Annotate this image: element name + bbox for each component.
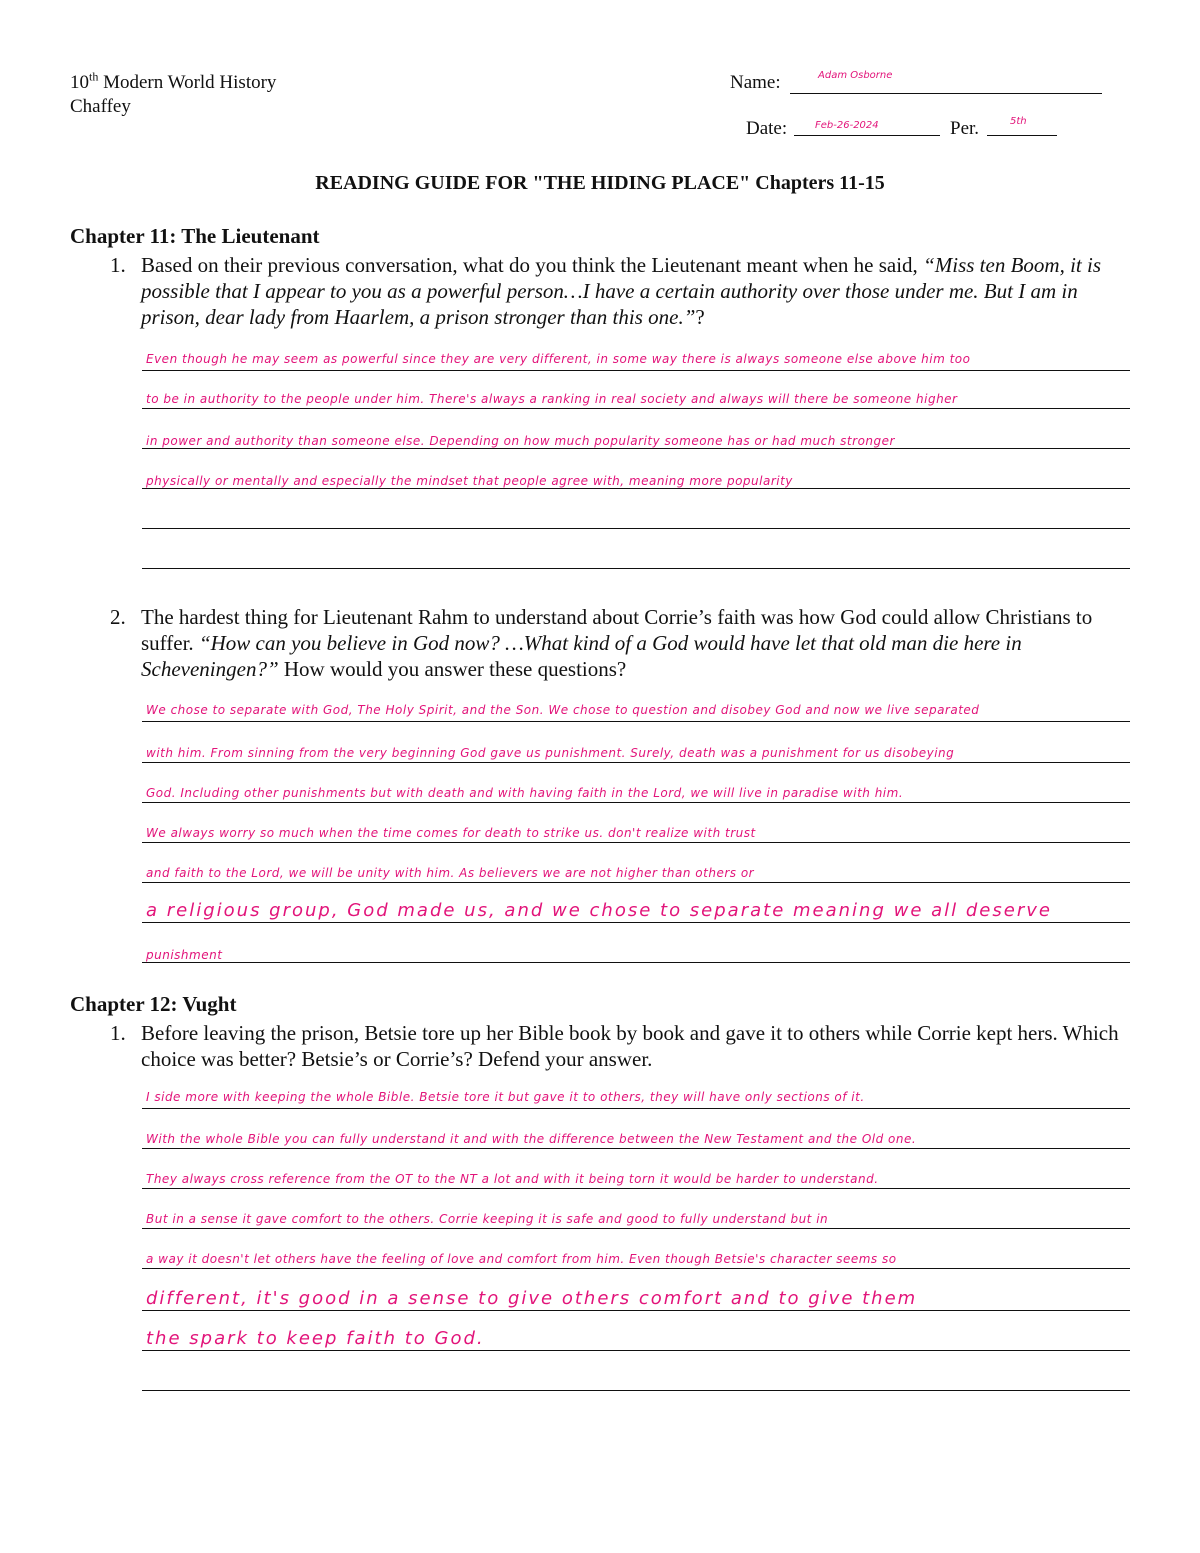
period-field-line [987,135,1057,136]
handwritten-answer: a way it doesn't let others have the feeling of love and comfort from him. Even though Betsie's character seems so [146,1252,897,1266]
handwritten-answer: God. Including other punishments but with death and with having faith in the Lord, we will live in paradise with him. [146,786,904,800]
answer-line [142,882,1130,883]
answer-line [142,842,1130,843]
answer-line [142,962,1130,963]
answer-line [142,448,1130,449]
question-number: 1. [110,253,126,277]
period-label: Per. [950,118,980,139]
handwritten-answer: different, it's good in a sense to give others comfort and to give them [146,1288,918,1309]
answer-line [142,1108,1130,1109]
question-12-1: Before leaving the prison, Betsie tore up her Bible book by book and gave it to others while Corrie kept hers. Which choice was better? Betsie’s or Corrie’s? Defend your answer. [141,1021,1119,1071]
answer-line [142,762,1130,763]
chapter-11-heading: Chapter 11: The Lieutenant [70,224,320,248]
handwritten-answer: With the whole Bible you can fully understand it and with the difference between the New Testament and the Old one. [146,1132,917,1146]
answer-line [142,1148,1130,1149]
answer-line [142,1228,1130,1229]
answer-line [142,408,1130,409]
answer-line [142,488,1130,489]
period-handwritten: 5th [1010,116,1027,127]
course-name: Modern World History [98,72,277,93]
handwritten-answer: the spark to keep faith to God. [146,1328,485,1349]
answer-line [142,568,1130,569]
handwritten-answer: But in a sense it gave comfort to the others. Corrie keeping it is safe and good to fully understand but in [146,1212,829,1226]
question-text: The hardest thing for Lieutenant Rahm to understand about Corrie’s faith was how God could allow Christians to suffer. [141,605,1093,655]
handwritten-answer: They always cross reference from the OT to the NT a lot and with it being torn it would be harder to understand. [146,1172,879,1186]
answer-line [142,1350,1130,1351]
handwritten-answer: to be in authority to the people under him. There's always a ranking in real society and always will there be someone higher [146,392,958,406]
name-handwritten: Adam Osborne [818,70,893,81]
chapter-12-heading: Chapter 12: Vught [70,992,237,1016]
course-title [70,69,277,94]
handwritten-answer: and faith to the Lord, we will be unity with him. As believers we are not higher than others or [146,866,755,880]
name-label: Name: [730,72,781,93]
answer-line [142,1188,1130,1189]
answer-line [142,802,1130,803]
question-text-end: ? [695,305,705,329]
answer-line [142,1268,1130,1269]
answer-line [142,528,1130,529]
course-number: 10 [70,72,89,93]
answer-line [142,922,1130,923]
answer-line [142,1390,1130,1391]
handwritten-answer: physically or mentally and especially the mindset that people agree with, meaning more popularity [146,474,793,488]
answer-line [142,1310,1130,1311]
date-label: Date: [746,118,788,139]
course-number-suffix: th [89,69,99,84]
question-number: 1. [110,1021,126,1045]
teacher-name: Chaffey [70,96,131,117]
handwritten-answer: punishment [146,948,223,962]
handwritten-answer: I side more with keeping the whole Bible. Betsie tore it but gave it to others, they will have only sections of it. [146,1090,865,1104]
handwritten-answer: in power and authority than someone else. Depending on how much popularity someone has or had much stronger [146,434,895,448]
question-11-1 [141,252,1131,330]
handwritten-answer: a religious group, God made us, and we chose to separate meaning we all deserve [146,900,1052,921]
answer-line [142,370,1130,371]
question-quote: “How can you believe in God now? …What kind of a God would have let that old man die here in Scheveningen?” [141,631,1022,681]
handwritten-answer: We always worry so much when the time comes for death to strike us. don't realize with trust [146,826,756,840]
date-field-line [794,135,940,136]
handwritten-answer: We chose to separate with God, The Holy Spirit, and the Son. We chose to question and disobey God and now we live separated [146,703,980,717]
date-handwritten: Feb-26-2024 [815,120,879,131]
question-number: 2. [110,605,126,629]
handwritten-answer: with him. From sinning from the very beginning God gave us punishment. Surely, death was a punishment for us disobeying [146,746,955,760]
question-quote: “Miss ten Boom, it is possible that I appear to you as a powerful person…I have a certain authority over those under me. But I am in prison, dear lady from Haarlem, a prison stronger than this one.” [141,253,1101,329]
question-11-2 [141,604,1131,682]
question-text: Based on their previous conversation, what do you think the Lieutenant meant when he said, [141,253,924,277]
name-field-line [790,93,1102,94]
question-text-end: How would you answer these questions? [278,657,627,681]
answer-line [142,721,1130,722]
page-title: READING GUIDE FOR "THE HIDING PLACE" Chapters 11-15 [315,172,885,194]
handwritten-answer: Even though he may seem as powerful since they are very different, in some way there is always someone else above him too [146,352,971,366]
